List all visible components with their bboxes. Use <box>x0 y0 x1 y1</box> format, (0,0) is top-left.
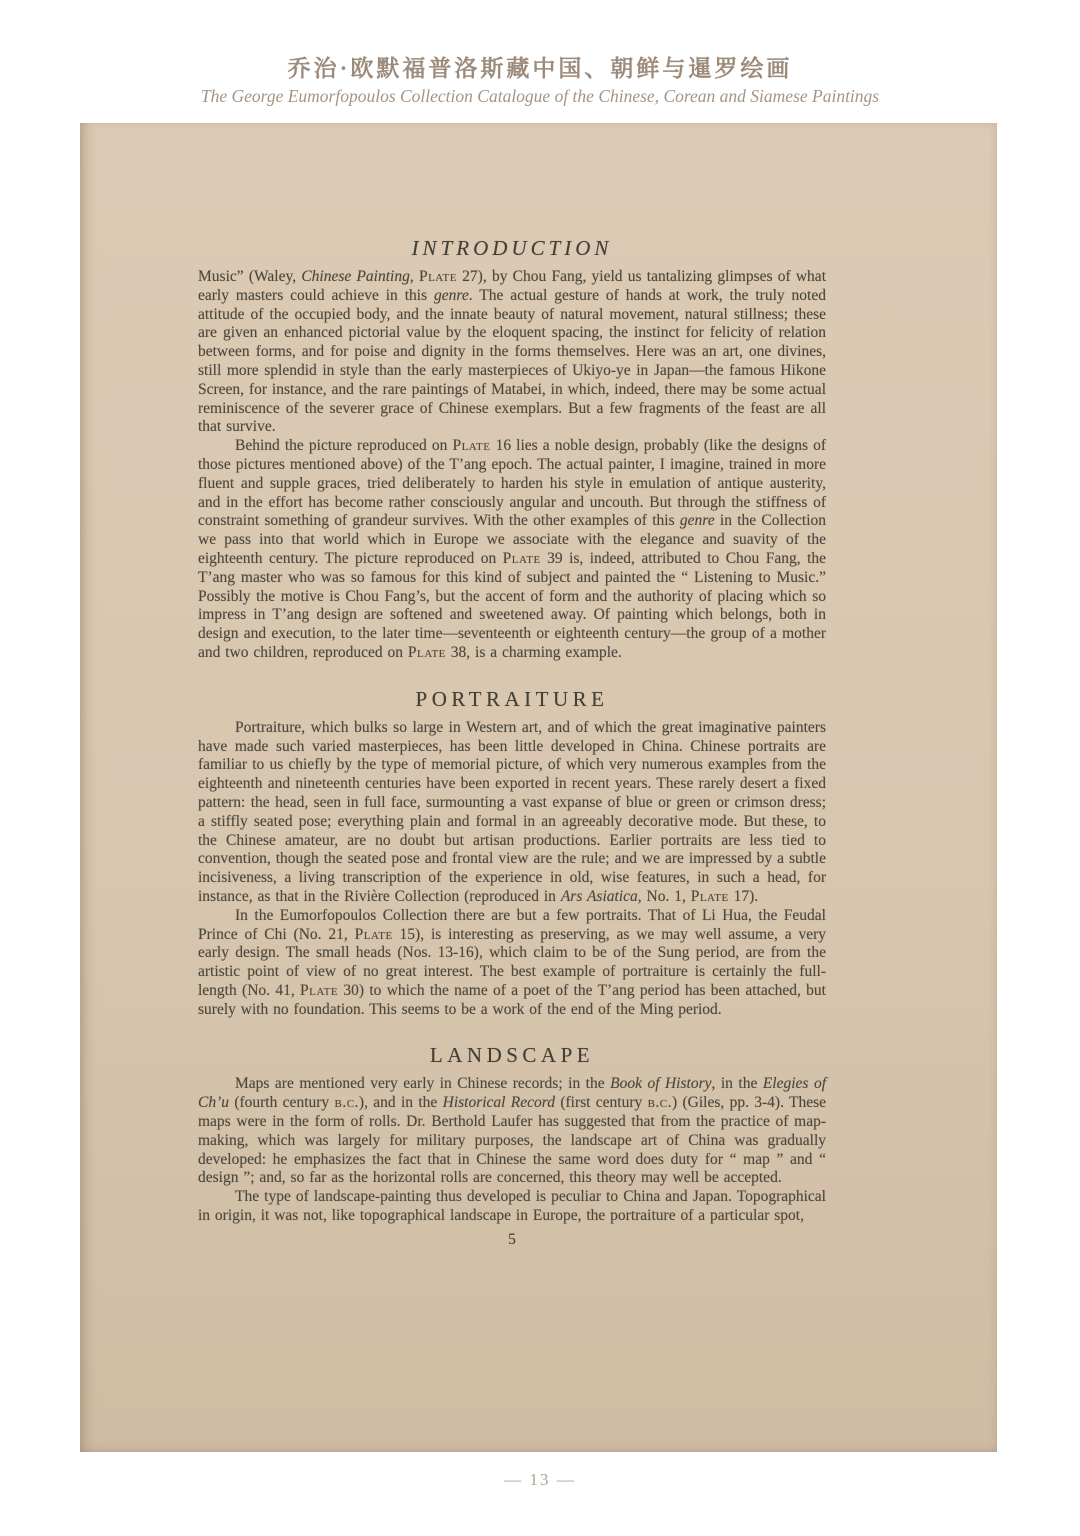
introduction-paragraph-1: Music” (Waley, Chinese Painting, Plate 27), by Chou Fang, yield us tantalizing glimpses of what early masters could achieve in this genre. The actual gesture of hands at work, the truly noted attitude of the occupied body, and the innate beauty of natural movement, natural stillness; these are given an enhanced pictorial value by the eloquent spacing, the instinct for felicity of relation between forms, and for poise and dignity in the forms themselves. Here was an art, one divines, still more splendid in style than the early masterpieces of Ukiyo-ye in Japan—the famous Hikone Screen, for instance, and the rare paintings of Matabei, in which, indeed, there may be some actual reminiscence of the severer grace of Chinese exemplars. But a few fragments of the feast are all that survive. <box>198 268 826 436</box>
landscape-paragraph-1: Maps are mentioned very early in Chinese records; in the Book of History, in the Elegies of Ch’u (fourth century b.c.), and in the Historical Record (first century b.c.) (Giles, pp. 3-4). These maps were in the form of rolls. Dr. Berthold Laufer has suggested that from the practice of map-making, which was largely for military purposes, the landscape art of China was gradually developed: he emphasizes the fact that in Chinese the same word does duty for “ map ” and “ design ”; and, so far as the horizontal rolls are concerned, this theory may well be accepted. <box>198 1075 827 1187</box>
portraiture-paragraph-1: Portraiture, which bulks so large in Western art, and of which the great imaginative painters have made such varied masterpieces, has been little developed in China. Chinese portraits are familiar to us chiefly by the type of memorial picture, of which very numerous examples from the eighteenth and nineteenth centuries have been exported in recent years. These rarely desert a fixed pattern: the head, seen in full face, surmounting a vast expanse of blue or green or crimson dress; a stiffly seated pose; everything plain and formal in an agreeably decorative mode. But these, to the Chinese amateur, are no doubt but artisan productions. Earlier portraits are less tied to convention, though the seated pose and frontal view are the rule; and we are impressed by a subtle incisiveness, a living transcription of the experience in old, wise features, in such a head, for instance, as that in the Rivière Collection (reproduced in Ars Asiatica, No. 1, Plate 17). <box>198 718 826 905</box>
scan-text-column <box>198 235 826 1250</box>
section-heading-landscape: LANDSCAPE <box>429 1043 595 1068</box>
catalogue-page-indicator: — 13 — <box>504 1470 576 1489</box>
portraiture-paragraph-2: In the Eumorfopoulos Collection there are but a few portraits. That of Li Hua, the Feudal Prince of Chi (No. 21, Plate 15), is interesting as preserving, as we may well assume, a very early design. The small heads (Nos. 13-16), which claim to be of the Sung period, are from the artistic point of view of no great interest. The best example of portraiture is certainly the full-length (No. 41, Plate 30) to which the name of a poet of the T’ang period has been attached, but surely with no foundation. This seems to be a work of the end of the Ming period. <box>198 906 826 1018</box>
document-footer <box>0 1470 1080 1490</box>
book-title-chinese: 乔治·欧默福普洛斯藏中国、朝鲜与暹罗绘画 <box>287 56 793 81</box>
book-title-english: The George Eumorfopoulos Collection Catalogue of the Chinese, Corean and Siamese Paintings <box>200 86 880 106</box>
section-heading-portraiture: PORTRAITURE <box>415 686 609 711</box>
scan-page-number: 5 <box>508 1230 516 1248</box>
introduction-paragraph-2: Behind the picture reproduced on Plate 16 lies a noble design, probably (like the designs of those pictures mentioned above) of the T’ang epoch. The actual painter, I imagine, trained in more fluent and supple graces, tried deliberately to harden his style in emulation of antique austerity, and in the effort has become rather consciously angular and uncouth. But through the stiffness of constraint something of grandeur survives. With the other examples of this genre in the Collection we pass into that world which in Europe we associate with the elegance and suavity of the eighteenth century. The picture reproduced on Plate 39 is, indeed, attributed to Chou Fang, the T’ang master who was so famous for this kind of subject and painted the “ Listening to Music.” Possibly the motive is Chou Fang’s, but the accent of form and the authority of placing which so impress in T’ang design are softened and sweetened away. Of painting which belongs, both in design and execution, to the later time—seventeenth or eighteenth century—the group of a mother and two children, reproduced on Plate 38, is a charming example. <box>198 437 826 661</box>
scanned-book-page <box>80 123 997 1452</box>
section-heading-introduction: INTRODUCTION <box>411 236 613 260</box>
landscape-paragraph-2: The type of landscape-painting thus developed is peculiar to China and Japan. Topographical in origin, it was not, like topographical landscape in Europe, the portraiture of a particular spot, <box>198 1188 826 1225</box>
document-header <box>0 54 1080 108</box>
